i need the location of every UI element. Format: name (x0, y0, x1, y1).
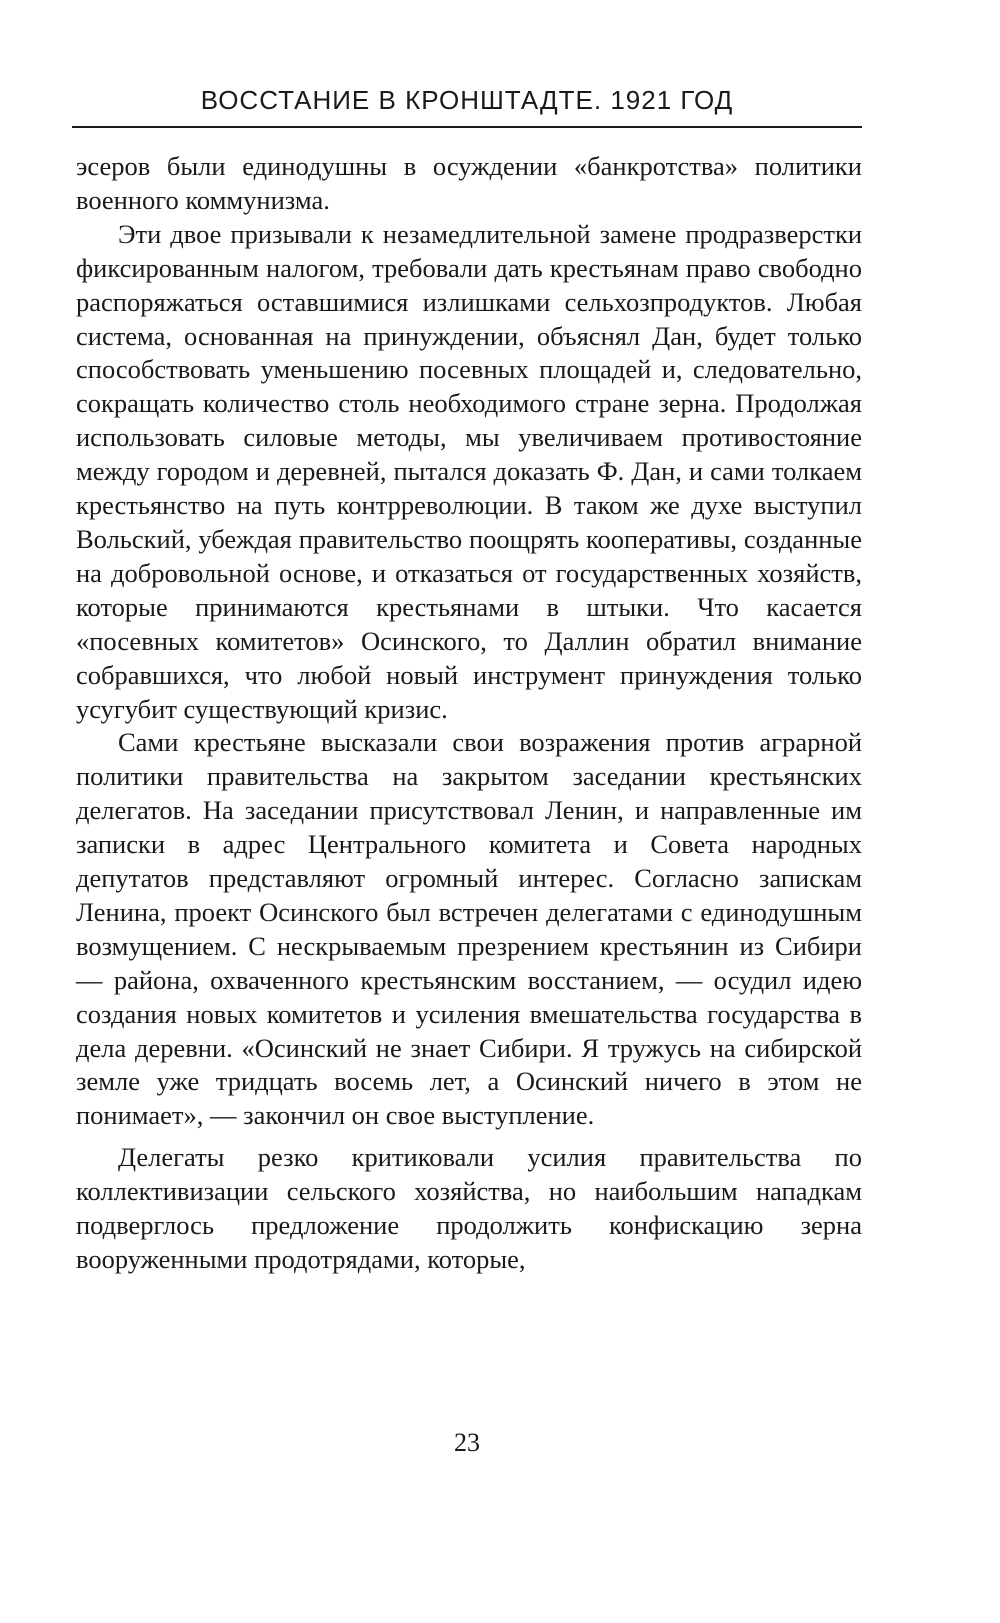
paragraph-continued: эсеров были единодушны в осуждении «банкротства» политики военного коммунизма. (76, 151, 862, 215)
paragraph: Эти двое призывали к незамедлительной замене продразверстки фиксированным налогом, требовали дать крестьянам право свободно распоряжаться оставшимися излишками сельхозпродуктов. Любая система, основанная на принуждении, объяснял Дан, будет только способствовать уменьшению посевных площадей и, следовательно, сокращать количество столь необходимого стране зерна. Продолжая использовать силовые методы, мы увеличиваем противостояние между городом и деревней, пытался доказать Ф. Дан, и сами толкаем крестьянство на путь контрреволюции. В таком же духе выступил Вольский, убеждая правительство поощрять кооперативы, созданные на добровольной основе, и отказаться от государственных хозяйств, которые принимаются крестьянами в штыки. Что касается «посевных комитетов» Осинского, то Даллин обратил внимание собравшихся, что любой новый инструмент принуждения только усугубит существующий кризис. (76, 218, 862, 724)
paragraph: Делегаты резко критиковали усилия правительства по коллективизации сельского хозяйства, но наибольшим нападкам подверглось предложение продолжить конфискацию зерна вооруженными продотрядами, которые, (76, 1142, 862, 1274)
body-text (76, 150, 862, 1277)
running-head: ВОССТАНИЕ В КРОНШТАДТЕ. 1921 ГОД (200, 85, 734, 115)
paragraph: Сами крестьяне высказали свои возражения против аграрной политики правительства на закрытом заседании крестьянских делегатов. На заседании присутствовал Ленин, и направленные им записки в адрес Центрального комитета и Совета народных депутатов представляют огромный интерес. Согласно запискам Ленина, проект Осинского был встречен делегатами с единодушным возмущением. С нескрываемым презрением крестьянин из Сибири — района, охваченного крестьянским восстанием, — осудил идею создания новых комитетов и усиления вмешательства государства в дела деревни. «Осинский не знает Сибири. Я тружусь на сибирской земле уже тридцать восемь лет, а Осинский ничего в этом не понимает», — закончил он свое выступление. (76, 727, 862, 1131)
page-number: 23 (454, 1428, 480, 1457)
header-rule (72, 126, 862, 128)
